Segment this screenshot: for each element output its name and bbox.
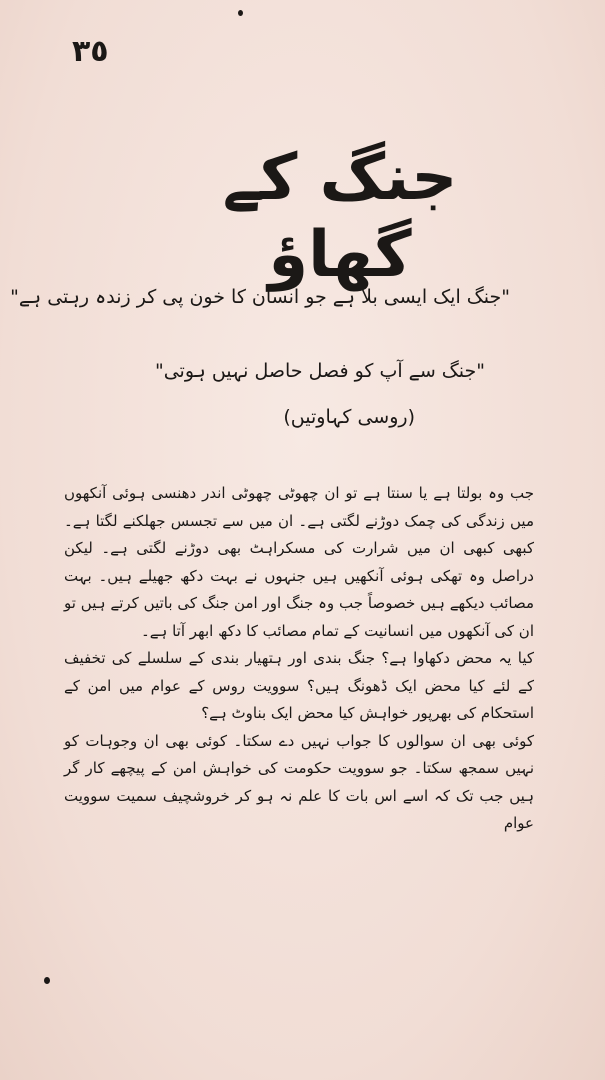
ink-dot	[238, 10, 243, 16]
paragraph-2: کیا یہ محض دکھاوا ہے؟ جنگ بندی اور ہتھیار بندی کے سلسلے کی تخفیف کے لئے کیا محض ایک ڈھونگ ہیں؟ سوویت روس کے عوام میں امن کے استحکام کی بھرپور خواہش کیا محض ایک بناوٹ ہے؟	[64, 649, 534, 722]
epigraph-quote-1: "جنگ ایک ایسی بلا ہے جو انسان کا خون پی کر زندہ رہتی ہے"	[10, 286, 510, 308]
chapter-title: جنگ کے گھاؤ	[222, 141, 458, 292]
epigraph-attribution: (روسی کہاوتیں)	[283, 406, 415, 428]
page-number: ٣٥	[72, 34, 109, 69]
ink-dot	[44, 977, 50, 984]
body-text	[64, 480, 534, 838]
paragraph-1: جب وہ بولتا ہے یا سنتا ہے تو ان چھوٹی چھوٹی اندر دھنسی ہوئی آنکھوں میں زندگی کی چمک دوڑنے لگتی ہے۔ ان میں سے تجسس جھلکنے لگتا ہے۔ کبھی کبھی ان میں شرارت کی مسکراہٹ بھی دوڑنے لگتی ہے۔ لیکن دراصل وہ تھکی ہوئی آنکھیں ہیں جنہوں نے بہت دکھ جھیلے ہیں۔ بہت مصائب دیکھے ہیں خصوصاً جب وہ جنگ اور امن جنگ کی باتیں کرتے ہیں تو ان کی آنکھوں میں انسانیت کے تمام مصائب کا دکھ ابھر آتا ہے۔	[64, 484, 534, 640]
epigraph-quote-2: "جنگ سے آپ کو فصل حاصل نہیں ہوتی"	[154, 360, 485, 382]
paragraph-3: کوئی بھی ان سوالوں کا جواب نہیں دے سکتا۔ کوئی بھی ان وجوہات کو نہیں سمجھ سکتا۔ جو سوویت حکومت کی خواہش امن کے پیچھے کار گر ہیں جب تک کہ اسے اس بات کا علم نہ ہو کر خروشچیف سمیت سوویت عوام	[64, 731, 534, 832]
